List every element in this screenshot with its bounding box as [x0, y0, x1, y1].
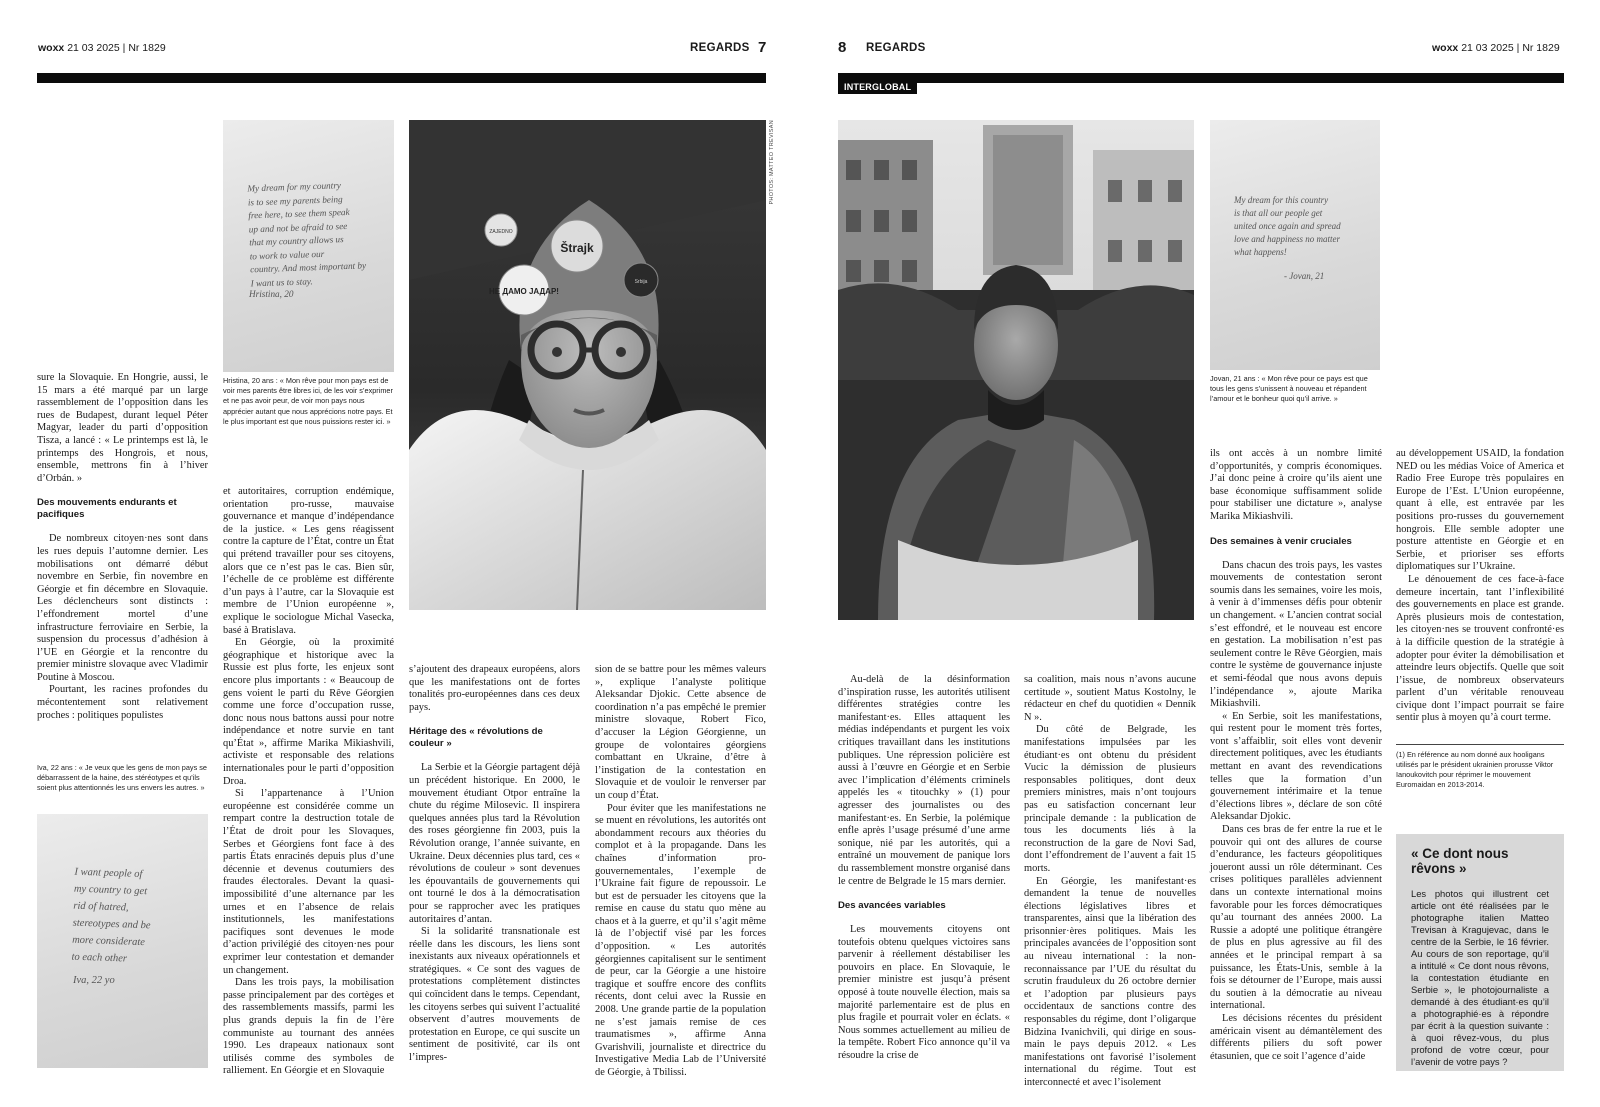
article-column-8 — [1396, 448, 1564, 740]
badge-label: ZAJEDNO — [489, 229, 513, 235]
masthead: woxx — [38, 42, 65, 54]
badge-label: Srbija — [634, 279, 648, 285]
section-label: REGARDS — [690, 42, 750, 54]
paragraph: Les mouvements citoyens ont toutefois obtenu quelques victoires sans parvenir à réellement déstabiliser les pouvoirs en place. En Slovaquie, le premier ministre est jusqu’à présent opposé à toute nouvelle élection, mais sa majorité parlementaire est de plus en plus fragile et pourrait voler en éclats. « Nous sommes actuellement au milieu de la tempête. Robert Fico annonce qu’il va résoudre la crise de — [838, 924, 1010, 1062]
handwritten-signature: Hristina, 20 — [249, 289, 294, 299]
page-number: 7 — [758, 39, 767, 56]
hristina-caption: Hristina, 20 ans : « Mon rêve pour mon pays est de voir mes parents être libres ici, de les voir s’exprimer et ne pas avoir peur, de voir mon pays nous apprécier autant que nous apprécions notre pays. Et le plus important est que nous puissions rester ici. » — [223, 376, 393, 426]
paragraph: ils ont accès à un nombre limité d’opportunités, y compris économiques. J’ai donc peine à croire qu’ils aient une base économique suffisamment solide pour stabiliser une dictature », analyse Marika Mikiashvili. — [1210, 448, 1382, 522]
paragraph: La Serbie et la Géorgie partagent déjà un précédent historique. En 2000, le mouvement étudiant Otpor entraîne la chute du régime Milosevic. Il inspirera quelques années plus tard la Révolution des roses géorgienne fin 2003, puis la Révolution orange, l’année suivante, en Ukraine. Deux décennies plus tard, ces « révolutions de couleur » sont devenues les épouvantails de gouvernements qui ont tourné le dos à la démocratisation pour se rapprocher avec les pratiques autoritaires d’antan. — [409, 762, 580, 925]
subheading: Héritage des « révolutions de couleur » — [409, 726, 543, 750]
article-column-3 — [409, 664, 580, 1071]
portrait-photo-jovan — [838, 120, 1194, 620]
issue-date: 21 03 2025 — [67, 42, 120, 54]
paragraph: Pour éviter que les manifestations ne se muent en révolutions, les autorités ont abondamment recours aux théories du complot et à la propagande. Dans les chaînes d’information pro-gouvernementales, l’exemple de l’Ukraine fait figure de repoussoir. Le but est de persuader les citoyens que la remise en cause du statu quo mène au chaos et à la guerre, et qu’il s’agit même là de l’objectif visé par les forces d’opposition. « Les autorités géorgiennes capitalisent sur le sentiment de peur, car la Géorgie a une histoire tragique et souffre encore des conflits récents, dont celui avec la Russie en 2008. Une grande partie de la population ne s’est jamais remise de ces traumatismes », affirme Anna Gvarishvili, journaliste et directrice du Investigative Media Lab de l’Université de Géorgie, à Tbilissi. — [595, 802, 766, 1078]
paragraph: Si la solidarité transnationale est réelle dans les discours, les liens sont inexistants aux niveaux opérationnels et stratégiques. « Ce sont des vagues de protestations complètement distinctes qui coïncident dans le temps. Cependant, les citoyens serbes qui suivent l’actualité observent d’autres mouvements de protestation en Europe, ce qui suscite un sentiment de positivité, car ils ont l’impres- — [409, 926, 580, 1064]
left-folio: woxx 21 03 2025 | Nr 1829 — [38, 42, 166, 54]
handwritten-note: I want people of my country to get rid of hatred, stereotypes and be more considerate to each other — [71, 866, 151, 965]
info-sidebar — [1396, 834, 1564, 1071]
paragraph: En Géorgie, les manifestant·es demandent la tenue de nouvelles élections législatives libres et transparentes, ainsi que la libération des prisonnier·ères politiques. Mais les principales avancées de l’opposition sont au niveau international : la non-reconnaissance par l’UE du résultat du scrutin frauduleux du 26 octobre dernier et l’adoption par plusieurs pays occidentaux de sanctions contre des responsables du régime, dont l’oligarque Bidzina Ivanichvili, qui dirige en sous-main le pays depuis 2012. « Les manifestations ont favorisé l’isolement international du régime. Tout est interconnecté et avec l’isolement — [1024, 875, 1196, 1088]
paragraph: Dans ces bras de fer entre la rue et le pouvoir qui ont des allures de course d’endurance, les facteurs géopolitiques joueront aussi un rôle déterminant. Ces crises politiques parallèles adviennent dans un contexte international moins favorable pour les forces démocratiques qu’au tournant des années 2000. La Russie a adopté une politique étrangère de plus en plus agressive au fil des années et le principal rempart à sa puissance, les États-Unis, semble à la fois se détourner de l’Europe, mais aussi du soutien à la démocratie au niveau international. — [1210, 824, 1382, 1012]
photo-credit: PHOTOS: MATTEO TREVISAN — [769, 120, 775, 205]
jovan-note-photo — [1210, 120, 1380, 370]
article-column-5 — [838, 674, 1010, 1071]
paragraph: Dans chacun des trois pays, les vastes mouvements de contestation seront soumis dans les semaines, voire les mois, à venir à d’immenses défis pour obtenir un changement. « L’ancien contrat social s’est effondré, et le nouveau est encore en gestation. La mobilisation n’est pas seulement contre le Rêve Géorgien, mais contre le système de gouvernance injuste et semi-féodal que nous avons depuis l’indépendance », ajoute Marika Mikiashvili. — [1210, 559, 1383, 710]
article-column-4 — [595, 664, 766, 1078]
header-rule — [37, 73, 766, 83]
issue-number: Nr 1829 — [1522, 42, 1560, 54]
sidebar-text: Les photos qui illustrent cet article ont été réalisées par le photographe italien Matteo Trevisan à Kragujevac, dans le centre de la Serbie, le 16 février. Au cours de son reportage, qu’il a intitulé « Ce dont nous rêvons, la contestation étudiante en Serbie », le photojournaliste a demandé à des étudiant·es qu’il a photographié·es à répondre par écrit à la question suivante : à quoi rêvez-vous, du plus profond de votre cœur, pour l’avenir de votre pays ? — [1411, 888, 1549, 1067]
section-label: REGARDS — [866, 42, 926, 54]
badge-label: Štrajk — [560, 241, 594, 255]
footnote-rule — [1396, 744, 1564, 745]
handwritten-signature: - Jovan, 21 — [1284, 271, 1325, 281]
issue-date: 21 03 2025 — [1461, 42, 1514, 54]
paragraph: De nombreux citoyen·nes sont dans les rues depuis l’automne dernier. Les mobilisations ont démarré début novembre en Serbie, fin novembre en Géorgie et fin décembre en Slovaquie. Les déclencheurs sont distincts : l’effondrement mortel d’une infrastructure ferroviaire en Serbie, la suspension du processus d’adhésion à l’UE en Géorgie et la rencontre du premier ministre slovaque avec Vladimir Poutine à Moscou. — [37, 533, 208, 683]
paragraph: Les décisions récentes du président américain visent au démantèlement des différents piliers du soft power étasunien, que ce soit l’agence d’aide — [1210, 1012, 1382, 1062]
handwritten-signature: Iva, 22 yo — [73, 975, 115, 986]
paragraph: s’ajoutent des drapeaux européens, alors que les manifestations ont de fortes tonalités pro-européennes dans ces deux pays. — [409, 664, 580, 713]
paragraph: sion de se battre pour les mêmes valeurs », explique l’analyste politique Aleksandar Djokic. Cette absence de coordination n’a pas empêché le premier ministre slovaque, Robert Fico, d’accuser la Légion Géorgienne, un groupe de volontaires géorgiens combattant en Ukraine, d’être à l’instigation de la contestation en Slovaquie et de vouloir le renverser par un coup d’État. — [595, 664, 766, 801]
right-folio: woxx 21 03 2025 | Nr 1829 — [1432, 42, 1560, 54]
issue-number: Nr 1829 — [128, 42, 166, 54]
iva-note-photo — [37, 814, 208, 1068]
paragraph: et autoritaires, corruption endémique, orientation pro-russe, mauvaise gouvernance et manque d’indépendance de la justice. « Les gens réagissent contre la capture de l’État, contre un État qui prétend travailler pour ses citoyens, alors que ce n’est pas le cas. Bien sûr, l’échelle de ce problème est différente d’un pays à l’autre, car la Slovaquie est membre de l’Union européenne », explique le sociologue Michal Vasecka, basé à Bratislava. — [223, 486, 394, 636]
rubric-tag: INTERGLOBAL — [838, 79, 917, 94]
subheading: Des semaines à venir cruciales — [1210, 535, 1352, 547]
paragraph: Pourtant, les racines profondes du mécontentement sont relativement proches : politiques populistes — [37, 684, 208, 721]
header-rule — [838, 73, 1564, 83]
handwritten-note: My dream for this country is that all our people get united once again and spread love and happiness no matter what happens! — [1234, 195, 1341, 257]
paragraph: En Géorgie, où la proximité géographique et historique avec la Russie est plus forte, les enjeux sont encore plus importants : « Beaucoup de gens voient le parti du Rêve Géorgien comme une force d’occupation russe, donc nous nous battons aussi pour notre indépendance et notre survie en tant qu’État », affirme Marika Mikiashvili, activiste et responsable des relations internationales pour le parti d’opposition Droa. — [223, 637, 394, 787]
paragraph: Dans les trois pays, la mobilisation passe principalement par des cortèges et des rassemblements massifs, parmi les plus grands depuis la fin de l’ère communiste au tournant des années 1990. Les drapeaux nationaux sont utilisés comme des symboles de ralliement. En Géorgie et en Slovaquie — [223, 977, 394, 1077]
article-column-2 — [223, 486, 394, 1077]
paragraph: Le dénouement de ces face-à-face demeure incertain, tant l’inflexibilité des gouvernements en place est grande. Après plusieurs mois de contestation, les citoyen·nes se trouvent confronté·es à la difficile question de la stratégie à adopter pour éviter la démobilisation et atteindre leurs objectifs. Quelle que soit l’issue, de nombreux observateurs parlent d’un véritable renouveau civique dont l’impact pourrait se faire sentir plus à moyen qu’à court terme. — [1396, 573, 1564, 724]
paragraph: Du côté de Belgrade, les manifestations impulsées par les étudiant·es ont obtenu du président Vucic la démission de plusieurs responsables politiques, dont deux premiers ministres, mais n’ont toujours pas eu satisfaction concernant leur principale demande : la publication de tous les documents liés à la reconstruction de la gare de Novi Sad, dont l’effondrement de l’auvent a fait 15 morts. — [1024, 724, 1196, 874]
paragraph: sa coalition, mais nous n’avons aucune certitude », soutient Matus Kostolny, le rédacteur en chef du quotidien « Denník N ». — [1024, 674, 1196, 723]
article-column-1 — [37, 372, 208, 727]
article-column-6 — [1024, 674, 1196, 1088]
paragraph: Si l’appartenance à l’Union européenne est considérée comme un rempart contre la destruction totale de l’État de droit pour les Slovaques, Serbes et Géorgiens font face à des partis États enracinés depuis plus d’une décennie et devenus coutumiers des fraudes électorales. Devant la quasi-impossibilité d’une alternance par les urnes et en l’absence de relais institutionnels, les manifestations pacifiques sont devenues le mode d’action privilégié des citoyen·nes pour exprimer leur contestation et demander un changement. — [223, 788, 394, 976]
page-number: 8 — [838, 39, 847, 56]
badge-label: НЕ ДАМО ЈАДАР! — [489, 287, 559, 296]
article-column-7 — [1210, 448, 1382, 1071]
iva-caption: Iva, 22 ans : « Je veux que les gens de mon pays se débarrassent de la haine, des stéréotypes et qu’ils soient plus attentionnés les uns envers les autres. » — [37, 763, 207, 793]
paragraph: au développement USAID, la fondation NED ou les médias Voice of America et Radio Free Europe très populaires en Europe de l’Est. L’Union européenne, quant à elle, est entravée par les positions pro-russes du gouvernement hongrois. Elle semble adopter une posture attentiste en Géorgie et en Serbie, et prioriser ses efforts diplomatiques sur l’Ukraine. — [1396, 448, 1564, 573]
portrait-photo-hristina — [409, 120, 766, 610]
jovan-caption: Jovan, 21 ans : « Mon rêve pour ce pays est que tous les gens s’unissent à nouveau et répandent l’amour et le bonheur quoi qu’il arrive. » — [1210, 374, 1368, 404]
paragraph: Au-delà de la désinformation d’inspiration russe, les autorités utilisent différentes stratégies contre les manifestant·es. Elles attaquent les médias indépendants et purgent les voix critiques travaillant dans les institutions publiques. Une répression policière est aussi à l’œuvre en Géorgie et en Serbie avec l’implication d’éléments criminels appelés les « titouchky » (1) pour agresser des journalistes ou des manifestant·es. En Serbie, la polémique enfle après l’usage présumé d’une arme sonique, nié par les autorités, qui a entraîné un mouvement de panique lors du rassemblement monstre organisé dans le centre de Belgrade le 15 mars dernier. — [838, 674, 1010, 887]
masthead: woxx — [1432, 42, 1459, 54]
paragraph: sure la Slovaquie. En Hongrie, aussi, le 15 mars a été marqué par un large rassemblement de l’opposition dans les rues de Budapest, durant lequel Péter Magyar, leader du parti d’opposition Tisza, a lancé : « Le printemps est là, le printemps des Hongrois, et nous, ensemble, mettrons fin à l’hiver d’Orbán. » — [37, 372, 208, 484]
sidebar-title: « Ce dont nous rêvons » — [1411, 846, 1509, 876]
hristina-note-photo — [223, 120, 394, 372]
handwritten-note: My dream for my country is to see my parents being free here, to see them speak up and not be afraid to see that my country allows us to work to value our country. And most important by I want us to stay. — [247, 180, 367, 288]
paragraph: « En Serbie, soit les manifestations, qui restent pour le moment très fortes, vont s’affaiblir, soit elles vont devenir directement politiques, avec les étudiants mettant en avant des revendications telles que la formation d’un gouvernement intérimaire et la tenue d’élections libres », déclare de son côté Aleksandar Djokic. — [1210, 710, 1382, 823]
subheading: Des mouvements endurants et pacifiques — [37, 497, 177, 521]
footnote: (1) En référence au nom donné aux hooligans utilisés par le président ukrainien prorusse Viktor Ianoukovitch pour réprimer le mouvement Euromaidan en 2013-2014. — [1396, 750, 1554, 789]
subheading: Des avancées variables — [838, 900, 946, 912]
